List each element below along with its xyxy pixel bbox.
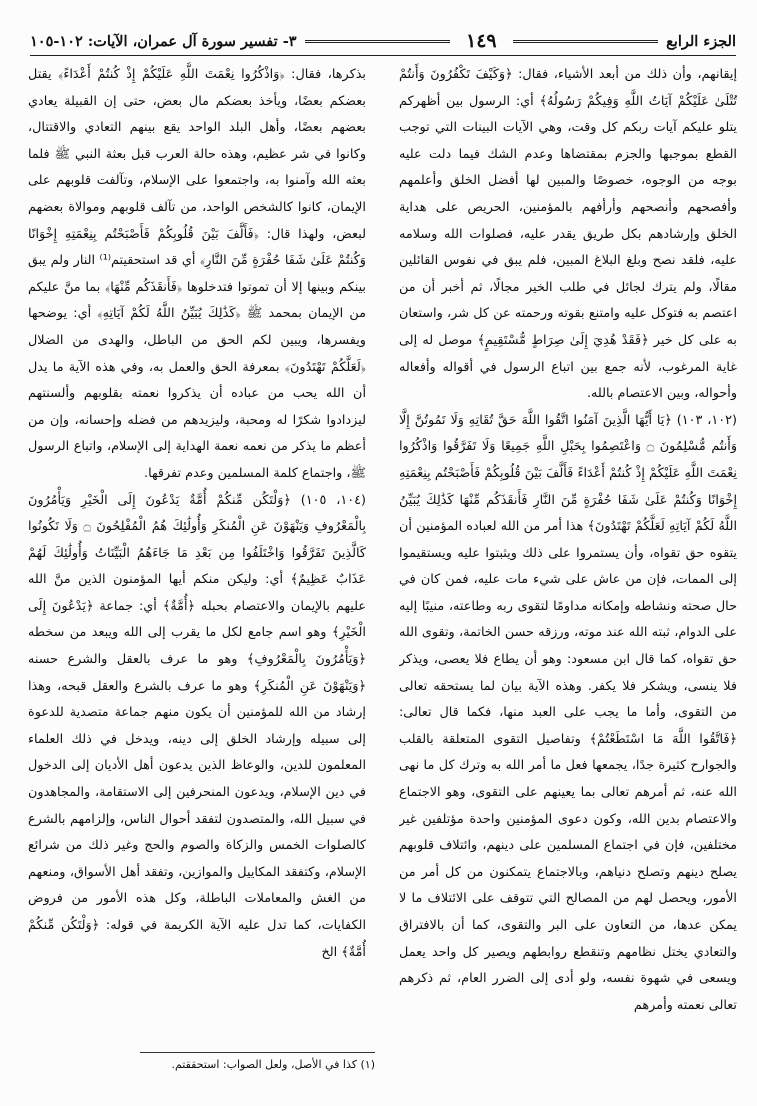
header-rule-right: [513, 40, 658, 43]
page-header: [30, 28, 736, 54]
page-number: ١٤٩: [466, 30, 497, 52]
header-divider: [30, 55, 736, 56]
footnote-divider: [140, 1052, 375, 1053]
section-title: ٣- تفسير سورة آل عمران، الآيات: ١٠٢-١٠٥: [30, 32, 297, 50]
paragraph: (١٠٤، ١٠٥) ﴿وَلْتَكُن مِّنكُمْ أُمَّةٌ يَدْعُونَ إِلَى الْخَيْرِ وَيَأْمُرُونَ بِالْمَعْرُوفِ وَيَنْهَوْنَ عَنِ الْمُنكَرِ وَأُولَٰئِكَ هُمُ الْمُفْلِحُونَ ۝ وَلَا تَكُونُوا كَالَّذِينَ تَفَرَّقُوا وَاخْتَلَفُوا مِن بَعْدِ مَا جَاءَهُمُ الْبَيِّنَاتُ وَأُولَٰئِكَ لَهُمْ عَذَابٌ عَظِيمٌ﴾ أي: وليكن منكم أيها المؤمنون الذين منَّ الله عليهم بالإيمان والاعتصام بحبله ﴿أُمَّةٌ﴾ أي: جماعة ﴿يَدْعُونَ إِلَى الْخَيْرِ﴾ وهو اسم جامع لكل ما يقرب إلى الله ويبعد من سخطه ﴿وَيَأْمُرُونَ بِالْمَعْرُوفِ﴾ وهو ما عرف بالعقل والشرع حسنه ﴿وَيَنْهَوْنَ عَنِ الْمُنكَرِ﴾ وهو ما عرف بالشرع والعقل قبحه، وهذا إرشاد من الله للمؤمنين أن يكون منهم جماعة متصدية للدعوة إلى سبيله وإرشاد الخلق إلى دينه، ويدخل في ذلك العلماء المعلمون للدين، والوعاظ الذين يدعون أهل الأديان إلى الدخول في دين الإسلام، ويدعون المنحرفين إلى الاستقامة، والمجاهدون في سبيل الله، والمتصدون لتفقد أحوال الناس، وإلزامهم بالشرع كالصلوات الخمس والزكاة والصوم والحج وغير ذلك من شرائع الإسلام، وكتفقد المكاييل والموازين، وتفقد أهل الأسواق، ومنعهم من الغش والمعاملات الباطلة، وكل هذه الأمور من فروض الكفايات، كما تدل عليه الآية الكريمة في قوله: ﴿وَلْتَكُن مِّنكُمْ أُمَّةٌ﴾ الخ: [28, 492, 366, 960]
header-rule-left: [305, 40, 450, 43]
part-label: الجزء الرابع: [666, 32, 736, 50]
footnote: (١) كذا في الأصل، ولعل الصواب: استحققتم.: [171, 1058, 375, 1071]
paragraph: بذكرها، فقال: ﴿وَاذْكُرُوا نِعْمَتَ اللَّهِ عَلَيْكُمْ إِذْ كُنتُمْ أَعْدَاءً﴾ يقتل بعضكم بعضًا، ويأخذ بعضكم مال بعض، حتى إن القبيلة يعادي بعضهم بعضًا، وأهل البلد الواحد يقع بينهم التعادي والاقتتال، وكانوا في شر عظيم، وهذه حالة العرب قبل بعثة النبي ﷺ فلما بعثه الله وآمنوا به، واجتمعوا على الإسلام، وتآلفت قلوبهم على الإيمان، كانوا كالشخص الواحد، من تآلف قلوبهم وموالاة بعضهم لبعض، ولهذا قال: ﴿فَأَلَّفَ بَيْنَ قُلُوبِكُمْ فَأَصْبَحْتُم بِنِعْمَتِهِ إِخْوَانًا وَكُنتُمْ عَلَىٰ شَفَا حُفْرَةٍ مِّنَ النَّارِ﴾ أي قد استحقيتم⁽¹⁾ النار ولم يبق بينكم وبينها إلا أن تموتوا فتدخلوها ﴿فَأَنقَذَكُم مِّنْهَا﴾ بما منَّ عليكم من الإيمان بمحمد ﷺ ﴿كَذَٰلِكَ يُبَيِّنُ اللَّهُ لَكُمْ آيَاتِهِ﴾ أي: يوضحها ويفسرها، ويبين لكم الحق من الباطل، والهدى من الضلال ﴿لَعَلَّكُمْ تَهْتَدُونَ﴾ بمعرفة الحق والعمل به، وفي هذه الآية ما يدل أن الله يحب من عباده أن يذكروا نعمته بقلوبهم وألسنتهم ليزدادوا شكرًا له ومحبة، وليزيدهم من فضله وإحسانه، وإن من أعظم ما يذكر من نعمه نعمة الهداية إلى الإسلام، واتباع الرسول ﷺ، واجتماع كلمة المسلمين وعدم تفرقها.: [28, 67, 366, 481]
paragraph: (١٠٢، ١٠٣) ﴿يَا أَيُّهَا الَّذِينَ آمَنُوا اتَّقُوا اللَّهَ حَقَّ تُقَاتِهِ وَلَا تَمُوتُنَّ إِلَّا وَأَنتُم مُّسْلِمُونَ ۝ وَاعْتَصِمُوا بِحَبْلِ اللَّهِ جَمِيعًا وَلَا تَفَرَّقُوا وَاذْكُرُوا نِعْمَتَ اللَّهِ عَلَيْكُمْ إِذْ كُنتُمْ أَعْدَاءً فَأَلَّفَ بَيْنَ قُلُوبِكُمْ فَأَصْبَحْتُم بِنِعْمَتِهِ إِخْوَانًا وَكُنتُمْ عَلَىٰ شَفَا حُفْرَةٍ مِّنَ النَّارِ فَأَنقَذَكُم مِّنْهَا كَذَٰلِكَ يُبَيِّنُ اللَّهُ لَكُمْ آيَاتِهِ لَعَلَّكُمْ تَهْتَدُونَ﴾ هذا أمر من الله لعباده المؤمنين أن يتقوه حق تقواه، وأن يستمروا على ذلك ويثبتوا عليه ويستقيموا إلى الممات، فإن من عاش على شيء مات عليه، فمن كان في حال صحته ونشاطه وإمكانه مداومًا لتقوى ربه وطاعته، منيبًا إليه على الدوام، ثبته الله عند موته، ورزقه حسن الخاتمة، وتقوى الله حق تقواه، كما قال ابن مسعود: وهو أن يطاع فلا يعصى، ويذكر فلا ينسى، ويشكر فلا يكفر. وهذه الآية بيان لما يستحقه تعالى من التقوى، وأما ما يجب على العبد منها، فكما قال تعالى: ﴿فَاتَّقُوا اللَّهَ مَا اسْتَطَعْتُمْ﴾ وتفاصيل التقوى المتعلقة بالقلب والجوارح كثيرة جدًا، يجمعها فعل ما أمر الله به وترك كل ما نهى الله عنه، ثم أمرهم تعالى بما يعينهم على التقوى، وهو الاجتماع والاعتصام بدين الله، وكون دعوى المؤمنين واحدة مؤتلفين غير مختلفين، فإن في اجتماع المسلمين على دينهم، وائتلاف قلوبهم يصلح دينهم وتصلح دنياهم، وبالاجتماع يتمكنون من كل أمر من الأمور، ويحصل لهم من المصالح التي تتوقف على الائتلاف ما لا يمكن عدها، من التعاون على البر والتقوى، كما أن بالافتراق والتعادي يختل نظامهم وتنقطع روابطهم ويصير كل واحد يعمل ويسعى في شهوة نفسه، ولو أدى إلى الضرر العام، ثم ذكرهم تعالى نعمته وأمرهم: [399, 412, 737, 1013]
left-column: [28, 62, 366, 1052]
right-column: [399, 62, 737, 1062]
paragraph: إيقانهم، وأن ذلك من أبعد الأشياء، فقال: ﴿وَكَيْفَ تَكْفُرُونَ وَأَنتُمْ تُتْلَىٰ عَلَيْكُمْ آيَاتُ اللَّهِ وَفِيكُمْ رَسُولُهُ﴾ أي: الرسول بين أظهركم يتلو عليكم آيات ربكم كل وقت، وهي الآيات البينات التي توجب القطع بموجبها والجزم بمقتضاها وعدم الشك فيما دلت عليه بوجه من الوجوه، خصوصًا والمبين لها أفضل الخلق وأعلمهم وأفصحهم وأنصحهم وأرأفهم بالمؤمنين، الحريص على هداية الخلق وإرشادهم بكل طريق يقدر عليه، فصلوات الله وسلامه عليه، فلقد نصح وبلغ البلاغ المبين، فلم يبق في نفوس القائلين مقالًا، ولم يترك لجائل في طلب الخير مجالًا، ثم أخبر أن من اعتصم به فتوكل عليه وامتنع بقوته ورحمته عن كل شر، واستعان به على كل خير ﴿فَقَدْ هُدِيَ إِلَىٰ صِرَاطٍ مُّسْتَقِيمٍ﴾ موصل له إلى غاية المرغوب، لأنه جمع بين اتباع الرسول في أقواله وأفعاله وأحواله، وبين الاعتصام بالله.: [399, 67, 737, 402]
